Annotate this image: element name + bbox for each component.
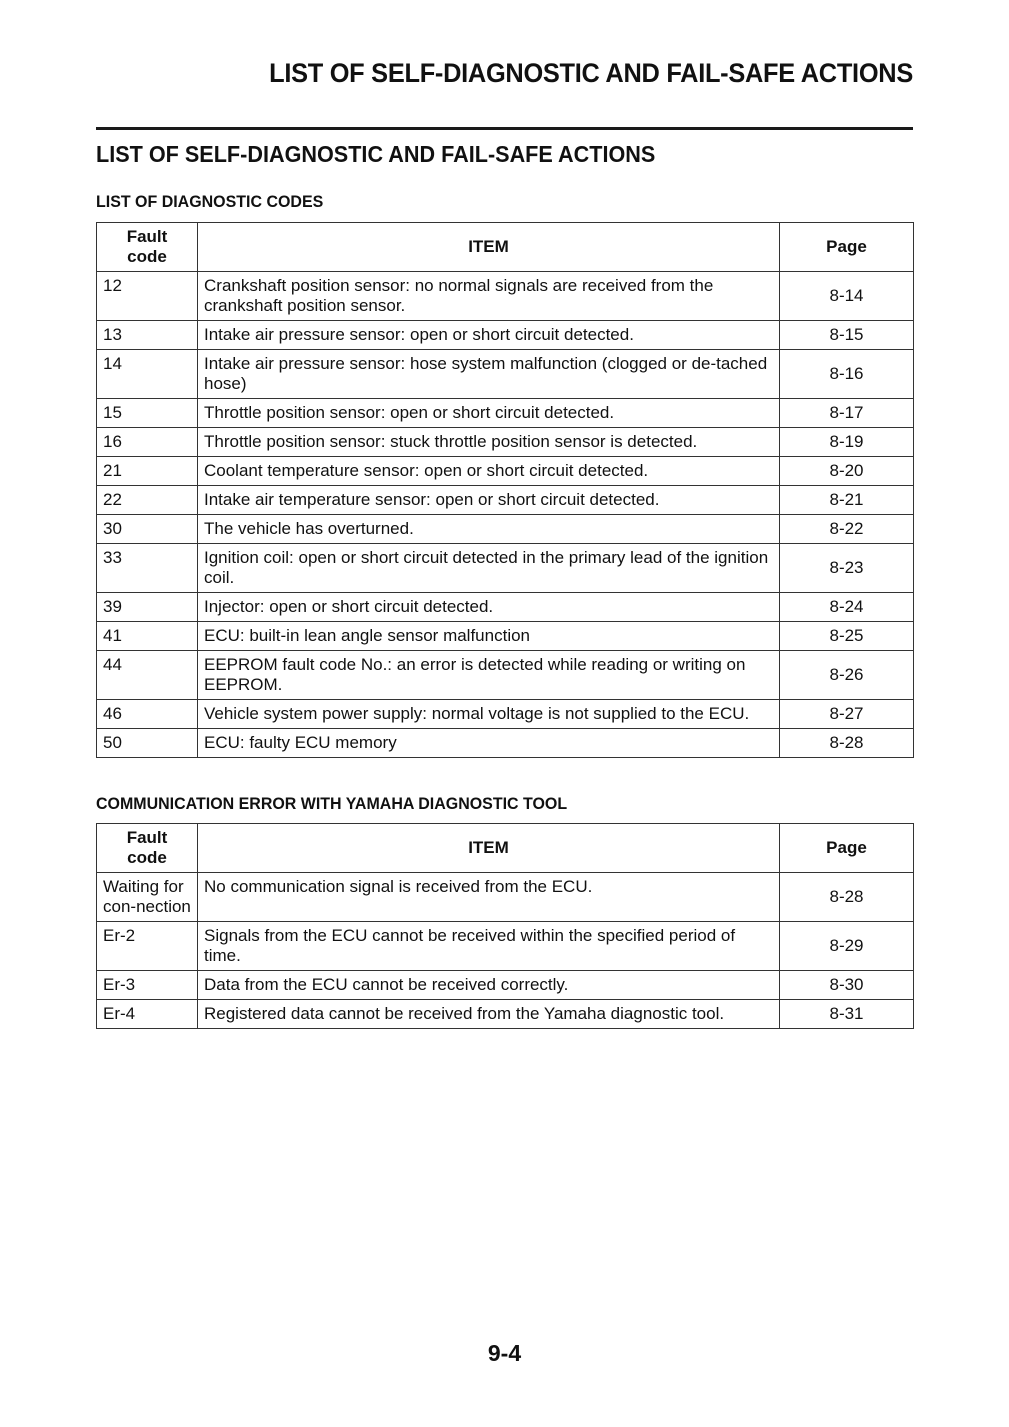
table-row	[97, 544, 914, 593]
header-text: code	[127, 247, 167, 266]
page-cell: 8-14	[780, 272, 914, 321]
item-cell: No communication signal is received from the ECU.	[198, 873, 780, 922]
table-row	[97, 651, 914, 700]
item-cell: Throttle position sensor: stuck throttle position sensor is detected.	[198, 428, 780, 457]
page-number: 9-4	[487, 1340, 522, 1366]
table-header-row	[97, 824, 914, 873]
table-row	[97, 873, 914, 922]
column-header-fault-code	[97, 223, 198, 272]
communication-errors-table	[96, 823, 914, 1029]
item-cell: EEPROM fault code No.: an error is detected while reading or writing on EEPROM.	[198, 651, 780, 700]
fault-code-cell: 44	[97, 651, 198, 700]
fault-code-cell: 50	[97, 729, 198, 758]
fault-code-cell: 22	[97, 486, 198, 515]
page-cell: 8-23	[780, 544, 914, 593]
table-row	[97, 457, 914, 486]
fault-code-cell: 21	[97, 457, 198, 486]
section-title: LIST OF SELF-DIAGNOSTIC AND FAIL-SAFE ACTIONS	[96, 141, 656, 167]
table-row	[97, 729, 914, 758]
page-cell: 8-27	[780, 700, 914, 729]
page-cell: 8-28	[780, 873, 914, 922]
page-cell: 8-31	[780, 1000, 914, 1029]
page-cell: 8-17	[780, 399, 914, 428]
table-row	[97, 922, 914, 971]
diagnostic-codes-table	[96, 222, 914, 758]
page-cell: 8-28	[780, 729, 914, 758]
fault-code-cell: 39	[97, 593, 198, 622]
page-cell: 8-29	[780, 922, 914, 971]
table-row	[97, 272, 914, 321]
item-cell: Signals from the ECU cannot be received within the specified period of time.	[198, 922, 780, 971]
fault-code-cell: 46	[97, 700, 198, 729]
fault-code-cell: Er-3	[97, 971, 198, 1000]
fault-code-cell: 16	[97, 428, 198, 457]
fault-code-cell: 41	[97, 622, 198, 651]
table-row	[97, 593, 914, 622]
page-cell: 8-30	[780, 971, 914, 1000]
page-cell: 8-21	[780, 486, 914, 515]
diagnostic-codes-title: LIST OF DIAGNOSTIC CODES	[96, 192, 324, 211]
page-cell: 8-16	[780, 350, 914, 399]
header-text: code	[127, 848, 167, 867]
item-cell: ECU: built-in lean angle sensor malfunction	[198, 622, 780, 651]
item-cell: Intake air pressure sensor: open or short circuit detected.	[198, 321, 780, 350]
diagnostic-codes-body	[97, 272, 914, 758]
table-row	[97, 399, 914, 428]
item-cell: The vehicle has overturned.	[198, 515, 780, 544]
item-cell: Injector: open or short circuit detected.	[198, 593, 780, 622]
page-cell: 8-24	[780, 593, 914, 622]
header-divider	[96, 127, 913, 130]
fault-code-cell: 33	[97, 544, 198, 593]
fault-code-cell: 14	[97, 350, 198, 399]
fault-code-cell: Waiting for con-nection	[97, 873, 198, 922]
item-cell: Registered data cannot be received from the Yamaha diagnostic tool.	[198, 1000, 780, 1029]
fault-code-cell: 13	[97, 321, 198, 350]
table-row	[97, 700, 914, 729]
communication-errors-title: COMMUNICATION ERROR WITH YAMAHA DIAGNOSTIC TOOL	[96, 794, 568, 813]
item-cell: Data from the ECU cannot be received correctly.	[198, 971, 780, 1000]
column-header-page: Page	[780, 824, 914, 873]
table-row	[97, 622, 914, 651]
fault-code-cell: 30	[97, 515, 198, 544]
table-row	[97, 321, 914, 350]
item-cell: Vehicle system power supply: normal voltage is not supplied to the ECU.	[198, 700, 780, 729]
page-cell: 8-25	[780, 622, 914, 651]
item-cell: Intake air temperature sensor: open or short circuit detected.	[198, 486, 780, 515]
column-header-item: ITEM	[198, 223, 780, 272]
page-cell: 8-26	[780, 651, 914, 700]
fault-code-cell: 15	[97, 399, 198, 428]
column-header-page: Page	[780, 223, 914, 272]
item-cell: Throttle position sensor: open or short circuit detected.	[198, 399, 780, 428]
table-row	[97, 428, 914, 457]
item-cell: Ignition coil: open or short circuit detected in the primary lead of the ignition coil.	[198, 544, 780, 593]
column-header-item: ITEM	[198, 824, 780, 873]
table-row	[97, 350, 914, 399]
running-header-title: LIST OF SELF-DIAGNOSTIC AND FAIL-SAFE ACTIONS	[269, 58, 913, 88]
table-row	[97, 515, 914, 544]
item-cell: ECU: faulty ECU memory	[198, 729, 780, 758]
column-header-fault-code	[97, 824, 198, 873]
fault-code-cell: Er-4	[97, 1000, 198, 1029]
table-row	[97, 971, 914, 1000]
page-cell: 8-15	[780, 321, 914, 350]
fault-code-cell: 12	[97, 272, 198, 321]
page-cell: 8-20	[780, 457, 914, 486]
page-cell: 8-22	[780, 515, 914, 544]
header-text: Fault	[126, 828, 168, 847]
item-cell: Coolant temperature sensor: open or short circuit detected.	[198, 457, 780, 486]
table-row	[97, 486, 914, 515]
item-cell: Crankshaft position sensor: no normal signals are received from the crankshaft position sensor.	[198, 272, 780, 321]
page-cell: 8-19	[780, 428, 914, 457]
table-row	[97, 1000, 914, 1029]
fault-code-cell: Er-2	[97, 922, 198, 971]
item-cell: Intake air pressure sensor: hose system malfunction (clogged or de-tached hose)	[198, 350, 780, 399]
header-text: Fault	[126, 227, 168, 246]
table-header-row	[97, 223, 914, 272]
communication-errors-body	[97, 873, 914, 1029]
